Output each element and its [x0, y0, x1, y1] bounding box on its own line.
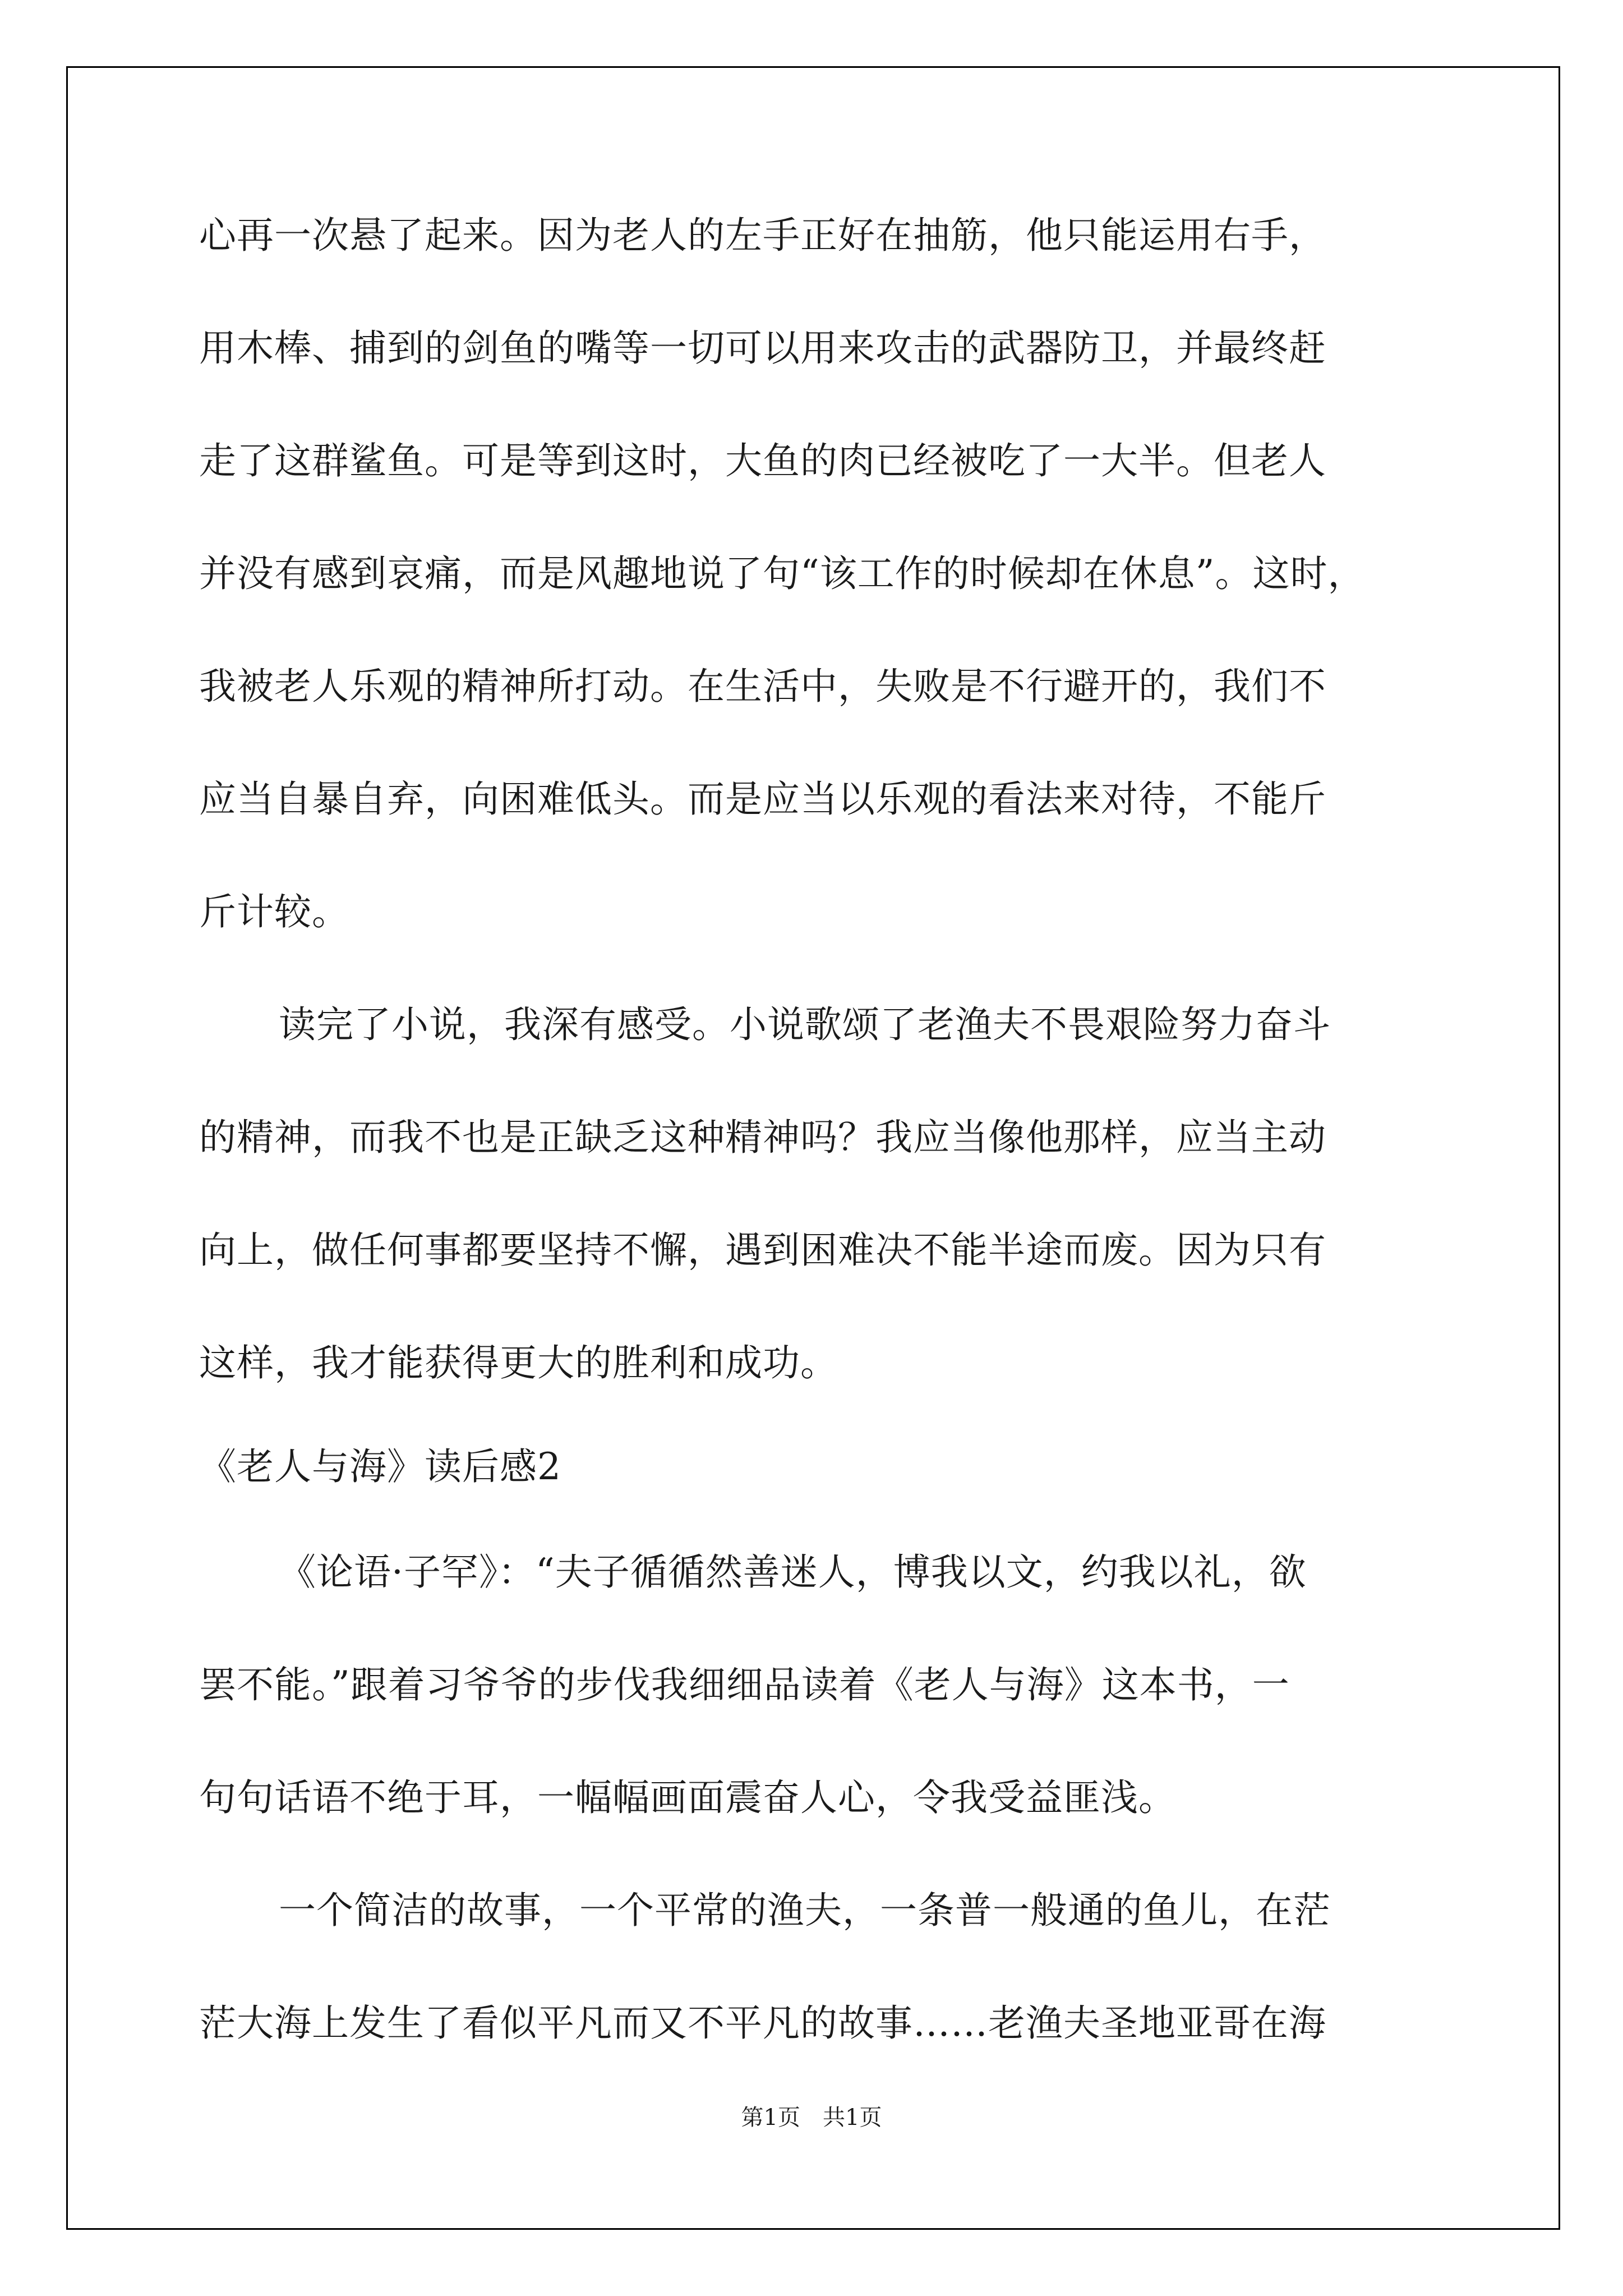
paragraph-line: 走了这群鲨鱼。可是等到这时，大鱼的肉已经被吃了一大半。但老人	[199, 439, 1326, 482]
paragraph-line: 句句话语不绝于耳，一幅幅画面震奋人心，令我受益匪浅。	[199, 1776, 1176, 1819]
paragraph-line: 向上，做任何事都要坚持不懈，遇到困难决不能半途而废。因为只有	[199, 1228, 1326, 1272]
paragraph-line: 茫大海上发生了看似平凡而又不平凡的故事……老渔夫圣地亚哥在海	[199, 2001, 1326, 2045]
paragraph-line: 用木棒、捕到的剑鱼的嘴等一切可以用来攻击的武器防卫，并最终赶	[199, 326, 1326, 370]
paragraph-line: 读完了小说，我深有感受。小说歌颂了老渔夫不畏艰险努力奋斗	[279, 1003, 1331, 1046]
paragraph-line: 心再一次悬了起来。因为老人的左手正好在抽筋，他只能运用右手，	[199, 214, 1326, 257]
paragraph-line: 应当自暴自弃，向困难低头。而是应当以乐观的看法来对待，不能斤	[199, 777, 1326, 821]
paragraph-line: 《论语·子罕》：“夫子循循然善迷人，博我以文，约我以礼，欲	[279, 1550, 1307, 1594]
paragraph-line: 斤计较。	[199, 890, 349, 933]
paragraph-line: 的精神，而我不也是正缺乏这种精神吗？我应当像他那样，应当主动	[199, 1116, 1326, 1159]
page-number-footer: 第1页 共1页	[741, 2105, 882, 2131]
paragraph-line: 一个简洁的故事，一个平常的渔夫，一条普一般通的鱼儿，在茫	[279, 1889, 1331, 1932]
section-heading: 《老人与海》读后感2	[199, 1445, 561, 1488]
paragraph-line: 罢不能。”跟着习爷爷的步伐我细细品读着《老人与海》这本书，一	[199, 1663, 1290, 1706]
paragraph-line: 这样，我才能获得更大的胜利和成功。	[199, 1341, 838, 1384]
paragraph-line: 并没有感到哀痛，而是风趣地说了句“该工作的时候却在休息”。这时，	[199, 552, 1366, 595]
paragraph-line: 我被老人乐观的精神所打动。在生活中，失败是不行避开的，我们不	[199, 665, 1326, 708]
